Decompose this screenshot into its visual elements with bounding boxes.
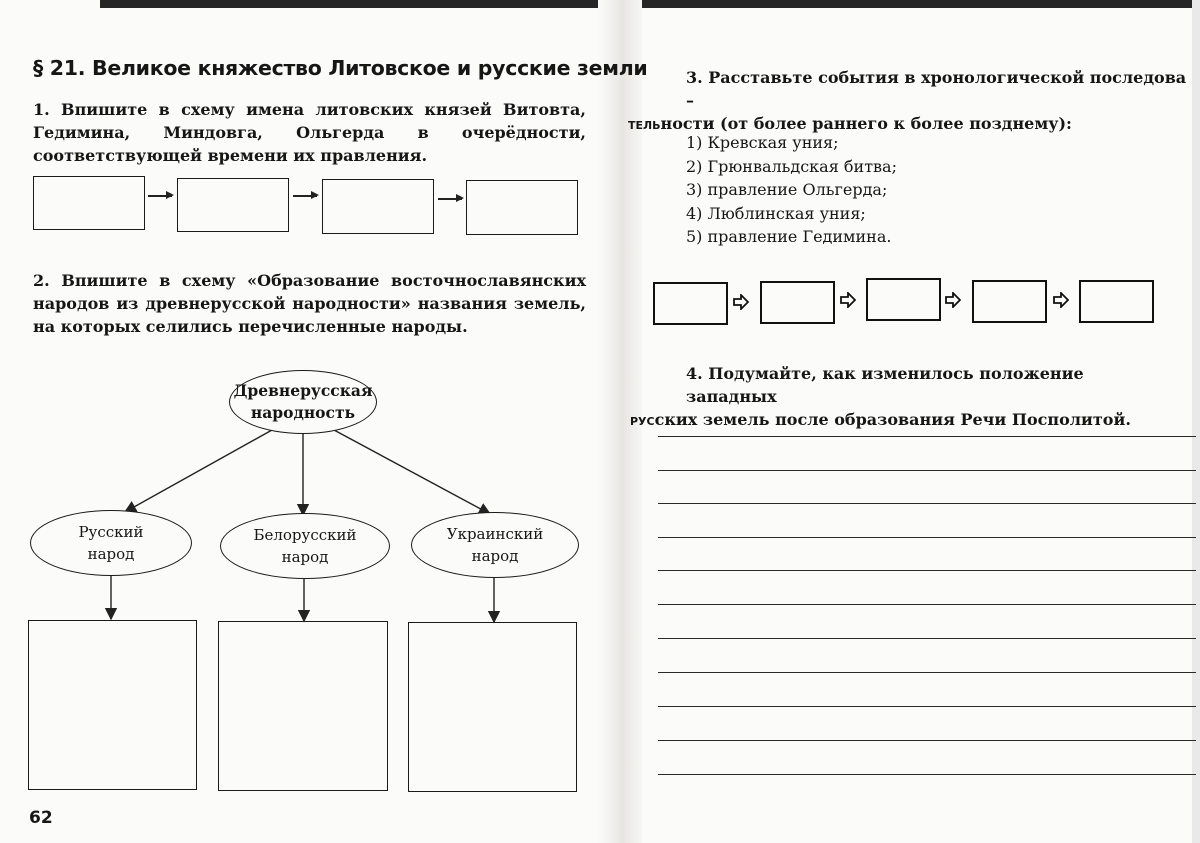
- task3-box-1[interactable]: [653, 282, 728, 325]
- answer-line[interactable]: [658, 740, 1196, 741]
- answer-line[interactable]: [658, 604, 1196, 605]
- task2-answer-box-3[interactable]: [408, 622, 577, 792]
- task3-box-3[interactable]: [866, 278, 941, 321]
- tree-child-label-2: Белорусский народ: [253, 526, 357, 566]
- answer-line[interactable]: [658, 638, 1196, 639]
- task4-line-1: 4. Подумайте, как изменилось положение западных: [686, 364, 1084, 406]
- hollow-arrow-icon: [840, 292, 856, 308]
- tree-child-label-1: Русский народ: [78, 523, 144, 563]
- tree-child-ellipse-1: [30, 510, 192, 576]
- answer-line[interactable]: [658, 570, 1196, 571]
- event-item-5: 5) правление Гедимина.: [686, 227, 892, 246]
- task4-line-2-text: ских земель после образования Речи Посполитой.: [654, 410, 1131, 429]
- task3-events-list: [686, 131, 897, 249]
- answer-line[interactable]: [658, 672, 1196, 673]
- task-4-text: [630, 362, 1175, 433]
- answer-line[interactable]: [658, 503, 1196, 504]
- task4-prefix: РУС: [630, 415, 655, 428]
- event-item-1: 1) Кревская уния;: [686, 133, 839, 152]
- task3-line-2-text: ности (от более раннего к более позднему):: [660, 114, 1072, 133]
- hollow-arrow-icon: [945, 292, 961, 308]
- event-item-2: 2) Грюнвальдская битва;: [686, 156, 897, 176]
- task2-answer-box-2[interactable]: [218, 621, 388, 791]
- answer-line[interactable]: [658, 774, 1196, 775]
- task4-line-2: [630, 408, 1175, 433]
- answer-line[interactable]: [658, 470, 1196, 471]
- tree-root-ellipse: [229, 370, 377, 434]
- hollow-arrow-icon: [1053, 292, 1069, 308]
- task2-answer-box-1[interactable]: [28, 620, 197, 790]
- task-1-text: 1. Впишите в схему имена литовских князей Витовта, Гедимина, Миндовга, Ольгерда в очерёдности, соответствующей времени их правления.: [33, 100, 586, 165]
- task-3-text: [628, 66, 1188, 137]
- task3-prefix: ТЕЛЬ: [628, 119, 661, 132]
- task3-box-2[interactable]: [760, 281, 835, 324]
- tree-child-label-3: Украинский народ: [446, 525, 544, 565]
- page-number: 62: [29, 808, 53, 828]
- tree-child-ellipse-2: [220, 513, 390, 579]
- tree-line-left: [125, 430, 272, 512]
- tree-child-ellipse-3: [411, 512, 579, 578]
- tree-line-right: [334, 430, 490, 514]
- task-2-text: 2. Впишите в схему «Образование восточнославянских народов из древнерусской народности» названия земель, на которых селились перечисленные народы.: [33, 271, 586, 336]
- event-item-4: 4) Люблинская уния;: [686, 203, 866, 223]
- task3-box-4[interactable]: [972, 280, 1047, 323]
- task3-box-5[interactable]: [1079, 280, 1154, 323]
- answer-line[interactable]: [658, 706, 1196, 707]
- task3-line-1: 3. Расставьте события в хронологической последова –: [686, 68, 1187, 110]
- event-item-3: 3) правление Ольгерда;: [686, 180, 888, 199]
- answer-line[interactable]: [658, 436, 1196, 437]
- answer-line[interactable]: [658, 537, 1196, 538]
- hollow-arrow-icon: [733, 294, 749, 310]
- scan-right-edge: [1192, 0, 1200, 843]
- section-title: § 21. Великое княжество Литовское и русские земли: [33, 56, 648, 80]
- tree-root-label: Древнерусская народность: [233, 381, 373, 422]
